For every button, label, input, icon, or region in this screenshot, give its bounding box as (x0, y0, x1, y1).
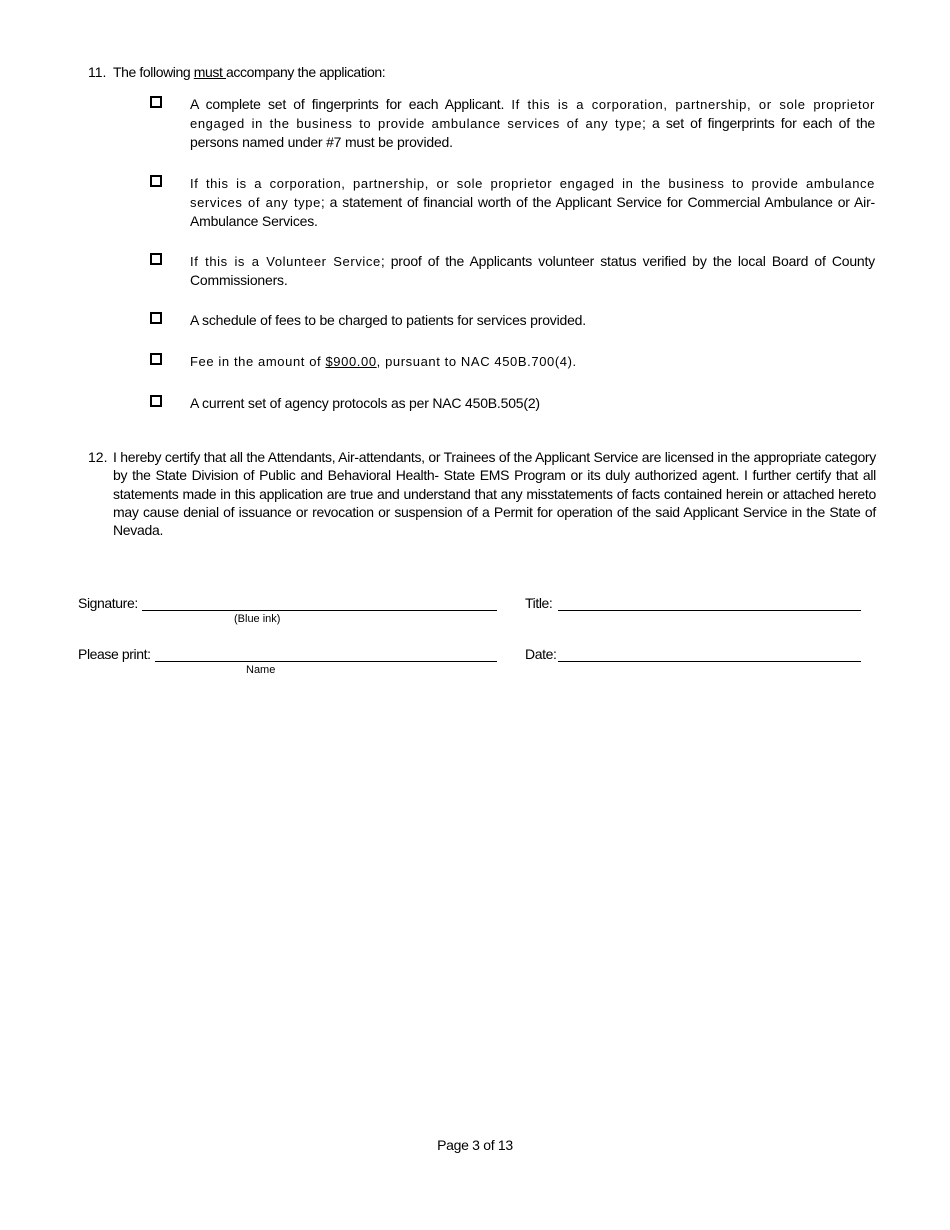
fee-amount: $900.00 (325, 354, 377, 369)
section-11-intro-must: must (193, 64, 227, 80)
signature-label: Signature: (78, 595, 138, 611)
section-12-number: 12. (88, 449, 108, 465)
item-text-part: If this is a Volunteer Service (190, 254, 381, 269)
requirement-item-fingerprints (150, 95, 875, 151)
requirement-item-text (190, 352, 875, 371)
requirement-item-text (190, 174, 875, 230)
requirement-item-text (190, 394, 875, 412)
requirement-item-text (190, 311, 875, 329)
item-text-part: ; a set of fingerprints for each of the persons named under #7 must be provided. (190, 115, 875, 150)
requirement-item-text (190, 95, 875, 151)
item-text-part: , pursuant to NAC 450B.700(4). (376, 354, 577, 369)
title-line[interactable] (558, 610, 861, 611)
item-text-part: Fee in the amount of (190, 354, 326, 369)
section-11-intro-after: accompany the application: (226, 64, 386, 80)
print-name-label: Please print: (78, 646, 151, 662)
fingerprints-checkbox[interactable] (150, 96, 162, 108)
section-11-number: 11. (88, 64, 107, 80)
print-name-caption: Name (246, 664, 276, 676)
requirement-item-financial-worth (150, 174, 875, 230)
item-text-part: If this is a corporation, partnership, or sole proprietor engaged in the business to provide ambulance services of any type (190, 176, 875, 210)
page-number: Page 3 of 13 (437, 1137, 513, 1153)
section-11-intro-before: The following (113, 64, 194, 80)
requirement-item-fee-schedule (150, 311, 875, 329)
item-text-part: ; a statement of financial worth of the Applicant Service for Commercial Ambulance or Air-Ambulance Services. (190, 194, 875, 229)
item-text-part: A current set of agency protocols as per NAC 450B.505(2) (190, 395, 540, 411)
requirement-item-volunteer-status (150, 252, 875, 289)
item-text-part: If this is a corporation, partnership, or sole proprietor engaged in the business to provide ambulance services of any type (190, 97, 875, 131)
fee-amount-checkbox[interactable] (150, 353, 162, 365)
requirement-item-fee-amount (150, 352, 875, 371)
date-label: Date: (525, 646, 557, 662)
signature-line[interactable] (142, 610, 497, 611)
item-text-part: A complete set of fingerprints for each Applicant. (190, 96, 512, 112)
financial-worth-checkbox[interactable] (150, 175, 162, 187)
volunteer-status-checkbox[interactable] (150, 253, 162, 265)
requirement-item-text (190, 252, 875, 289)
section-11-intro (113, 63, 385, 81)
requirement-item-protocols (150, 394, 875, 412)
item-text-part: A schedule of fees to be charged to patients for services provided. (190, 312, 586, 328)
protocols-checkbox[interactable] (150, 395, 162, 407)
title-label: Title: (525, 595, 553, 611)
signature-caption: (Blue ink) (234, 613, 281, 625)
item-text-part: ; proof of the Applicants volunteer status verified by the local Board of County Commissioners. (190, 253, 875, 288)
date-line[interactable] (558, 661, 861, 662)
fee-schedule-checkbox[interactable] (150, 312, 162, 324)
certification-paragraph: I hereby certify that all the Attendants, Air-attendants, or Trainees of the Applicant Service are licensed in the appropriate category by the State Division of Public and Behavioral Health- State EMS Program or its duly authorized agent. I further certify that all statements made in this application are true and understand that any misstatements of facts contained herein or attached hereto may cause denial of issuance or revocation or suspension of a Permit for operation of the said Applicant Service in the State of Nevada. (113, 449, 876, 539)
print-name-line[interactable] (155, 661, 497, 662)
